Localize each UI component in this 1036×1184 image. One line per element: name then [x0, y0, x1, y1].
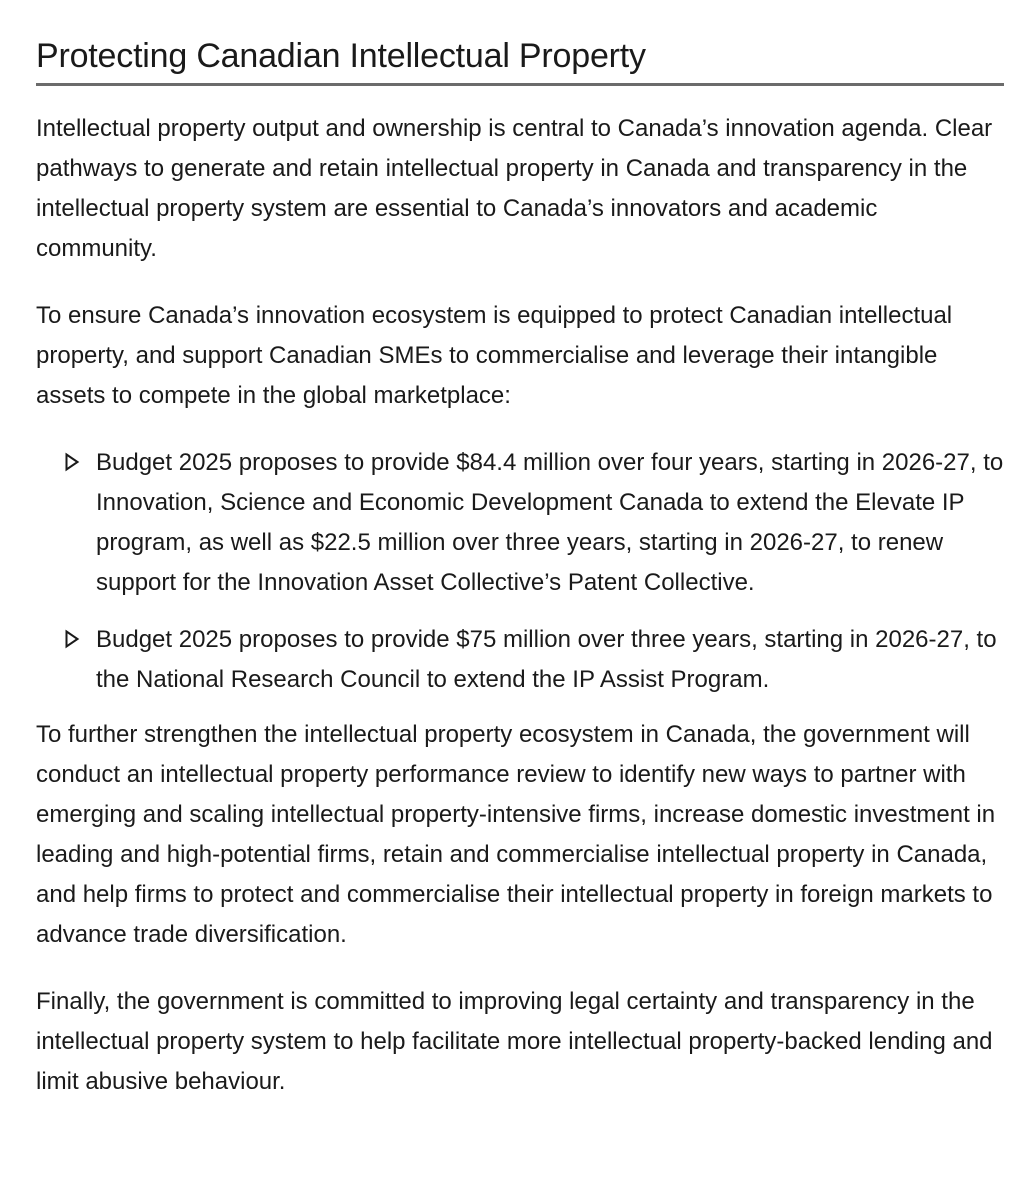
- list-item: [64, 620, 1004, 700]
- list-item-text: Budget 2025 proposes to provide $84.4 million over four years, starting in 2026-27, to Innovation, Science and Economic Development Canada to extend the Elevate IP program, as well as $22.5 million over three years, starting in 2026-27, to renew support for the Innovation Asset Collective’s Patent Collective.: [96, 448, 1004, 596]
- paragraph-review: To further strengthen the intellectual property ecosystem in Canada, the government will conduct an intellectual property performance review to identify new ways to partner with emerging and scaling intellectual property-intensive firms, increase domestic investment in leading and high-potential firms, retain and commercialise intellectual property in Canada, and help firms to protect and commercialise their intellectual property in foreign markets to advance trade diversification.: [36, 720, 996, 948]
- triangle-bullet-icon: [64, 620, 96, 649]
- budget-measures-list: [36, 443, 1004, 700]
- list-item: [64, 443, 1004, 603]
- triangle-bullet-icon: [64, 443, 96, 472]
- list-item-text: Budget 2025 proposes to provide $75 million over three years, starting in 2026-27, to the National Research Council to extend the IP Assist Program.: [96, 625, 997, 693]
- paragraph-intro: Intellectual property output and ownership is central to Canada’s innovation agenda. Clear pathways to generate and retain intellectual property in Canada and transparency in the intellectual property system are essential to Canada’s innovators and academic community.: [36, 114, 993, 262]
- paragraph-lead-in: To ensure Canada’s innovation ecosystem is equipped to protect Canadian intellectual property, and support Canadian SMEs to commercialise and leverage their intangible assets to compete in the global marketplace:: [36, 301, 953, 409]
- page-title: Protecting Canadian Intellectual Property: [36, 37, 646, 75]
- paragraph-final: Finally, the government is committed to improving legal certainty and transparency in the intellectual property system to help facilitate more intellectual property-backed lending and limit abusive behaviour.: [36, 987, 993, 1095]
- title-rule-divider: [36, 83, 1004, 86]
